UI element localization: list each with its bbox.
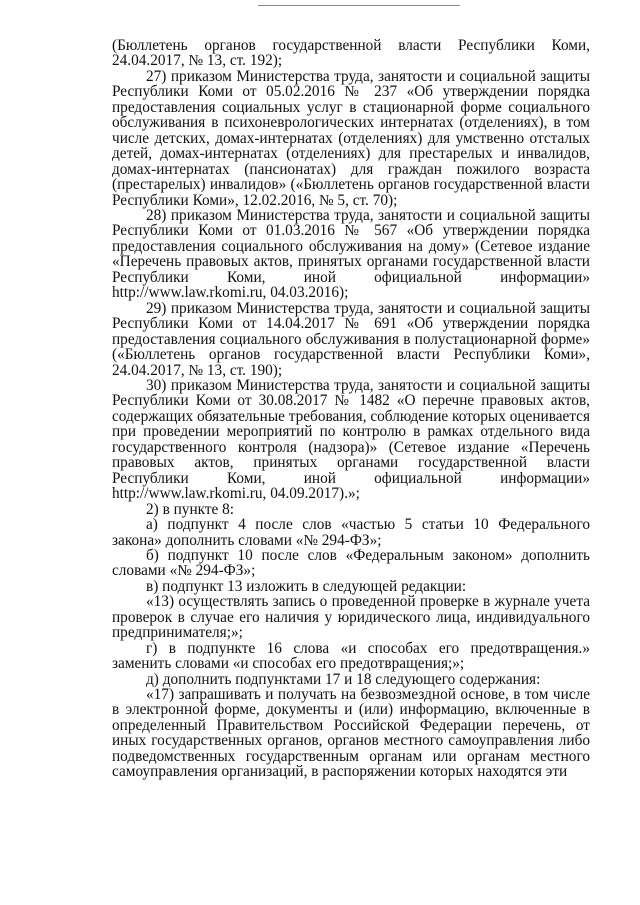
paragraph-subitem-a: а) подпункт 4 после слов «частью 5 статьи 10 Федерального закона» дополнить словами «№ 294-ФЗ»; [112, 516, 590, 549]
document-page [112, 38, 590, 780]
paragraph-quoted-13: «13) осуществлять запись о проведенной проверке в журнале учета проверок в случае его наличия у юридического лица, индивидуального предпринимателя;»; [112, 593, 590, 642]
top-scan-edge-line [258, 5, 460, 6]
paragraph-subitem-g: г) в подпункте 16 слова «и способах его предотвращения.» заменить словами «и способах его предотвращения;»; [112, 639, 590, 673]
paragraph-bulletin-ref: (Бюллетень органов государственной власти Республики Коми, 24.04.2017, № 13, ст. 192); [112, 37, 590, 70]
paragraph-point-2: 2) в пункте 8: [146, 500, 235, 518]
paragraph-subitem-v: в) подпункт 13 изложить в следующей редакции: [146, 577, 467, 595]
paragraph-item-30: 30) приказом Министерства труда, занятости и социальной защиты Республики Коми от 30.08.2017 № 1482 «О перечне правовых актов, содержащих обязательные требования, соблюдение которых оценивается при проведении мероприятий по контролю в рамках отдельного вида государственного контроля (надзора)» (Сетевое издание «Перечень правовых актов, принятых органами государственной власти Республики Коми, иной официальной информации» http://www.law.rkomi.ru, 04.09.2017).»; [112, 376, 590, 503]
paragraph-item-27: 27) приказом Министерства труда, занятости и социальной защиты Республики Коми от 05.02.2016 № 237 «Об утверждении порядка предоставления социальных услуг в стационарной форме социального обслуживания в психоневрологических интернатах (отделениях), в том числе детских, домах-интернатах (отделениях) для умственно отсталых детей, домах-интернатах (отделениях) для престарелых и инвалидов, домах-интернатах (пансионатах) для граждан пожилого возраста (престарелых) инвалидов» («Бюллетень органов государственной власти Республики Коми», 12.02.2016, № 5, ст. 70); [112, 67, 590, 209]
paragraph-item-29: 29) приказом Министерства труда, занятости и социальной защиты Республики Коми от 14.04.2017 № 691 «Об утверждении порядка предоставления социального обслуживания в полустационарной форме» («Бюллетень органов государственной власти Республики Коми», 24.04.2017, № 13, ст. 190); [112, 299, 590, 379]
paragraph-quoted-17: «17) запрашивать и получать на безвозмездной основе, в том числе в электронной форме, документы и (или) информацию, включенные в определенный Правительством Российской Федерации перечень, от иных государственных органов, органов местного самоуправления либо подведомственных государственным органам или органам местного самоуправления организаций, в распоряжении которых находятся эти [112, 686, 590, 781]
paragraph-item-28: 28) приказом Министерства труда, занятости и социальной защиты Республики Коми от 01.03.2016 № 567 «Об утверждении порядка предоставления социального обслуживания на дому» (Сетевое издание «Перечень правовых актов, принятых органами государственной власти Республики Коми, иной официальной информации» http://www.law.rkomi.ru, 04.03.2016); [112, 206, 590, 302]
paragraph-subitem-d: д) дополнить подпунктами 17 и 18 следующего содержания: [146, 670, 541, 688]
paragraph-subitem-b: б) подпункт 10 после слов «Федеральным законом» дополнить словами «№ 294-ФЗ»; [112, 546, 590, 580]
